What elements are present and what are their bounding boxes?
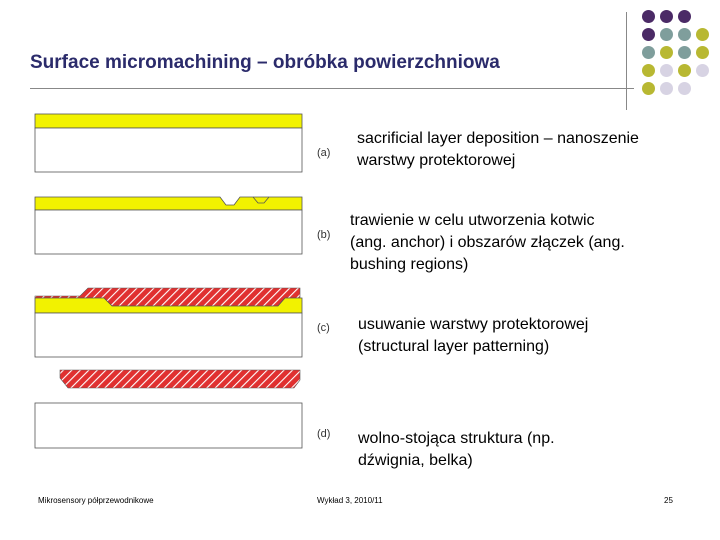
- step-d-text: [358, 428, 555, 472]
- dot: [678, 10, 691, 23]
- sacrificial-layer-etched: [35, 197, 302, 210]
- dot: [678, 28, 691, 41]
- decorative-dot-grid: [638, 8, 718, 108]
- step-a-cross-section: [35, 114, 302, 172]
- dot: [660, 64, 673, 77]
- footer-course-name: Mikrosensory półprzewodnikowe: [38, 496, 154, 505]
- dot: [696, 28, 709, 41]
- title-underline: [30, 88, 634, 89]
- step-label-d: (d): [317, 428, 331, 440]
- footer-page-number: 25: [664, 496, 673, 505]
- dot: [696, 64, 709, 77]
- slide-title: Surface micromachining – obróbka powierzchniowa: [30, 52, 500, 73]
- step-a-text: [357, 128, 639, 172]
- sacrificial-layer: [35, 114, 302, 128]
- footer-lecture-info: Wykład 3, 2010/11: [317, 496, 383, 505]
- dot: [660, 46, 673, 59]
- step-d-line-2: dźwignia, belka): [358, 452, 473, 469]
- step-d-cross-section: [35, 370, 302, 448]
- step-a-line-1: sacrificial layer deposition – nanoszenie: [357, 130, 639, 147]
- step-label-a: (a): [317, 147, 331, 159]
- substrate: [35, 128, 302, 172]
- dot: [660, 10, 673, 23]
- dot: [696, 46, 709, 59]
- dot: [642, 10, 655, 23]
- dot: [642, 82, 655, 95]
- substrate: [35, 210, 302, 254]
- dot: [642, 46, 655, 59]
- dot: [660, 28, 673, 41]
- step-b-text: [350, 210, 625, 276]
- dot: [678, 64, 691, 77]
- step-b-line-2: (ang. anchor) i obszarów złączek (ang.: [350, 234, 625, 251]
- dot: [678, 82, 691, 95]
- dot: [660, 82, 673, 95]
- step-label-c: (c): [317, 322, 330, 334]
- step-c-line-2: (structural layer patterning): [358, 338, 550, 355]
- dot: [642, 28, 655, 41]
- step-d-line-1: wolno-stojąca struktura (np.: [358, 430, 555, 447]
- step-b-line-3: bushing regions): [350, 256, 469, 273]
- free-standing-beam: [60, 370, 300, 388]
- dot: [678, 46, 691, 59]
- dot: [642, 64, 655, 77]
- step-label-b: (b): [317, 229, 331, 241]
- step-b-line-1: trawienie w celu utworzenia kotwic: [350, 212, 595, 229]
- process-cross-section-diagram: [0, 100, 340, 490]
- step-a-line-2: warstwy protektorowej: [357, 152, 516, 169]
- step-c-cross-section: [35, 288, 302, 357]
- substrate: [35, 403, 302, 448]
- step-b-cross-section: [35, 197, 302, 254]
- decorative-vertical-line: [626, 12, 627, 110]
- step-c-line-1: usuwanie warstwy protektorowej: [358, 316, 589, 333]
- substrate: [35, 313, 302, 357]
- step-c-text: [358, 314, 588, 358]
